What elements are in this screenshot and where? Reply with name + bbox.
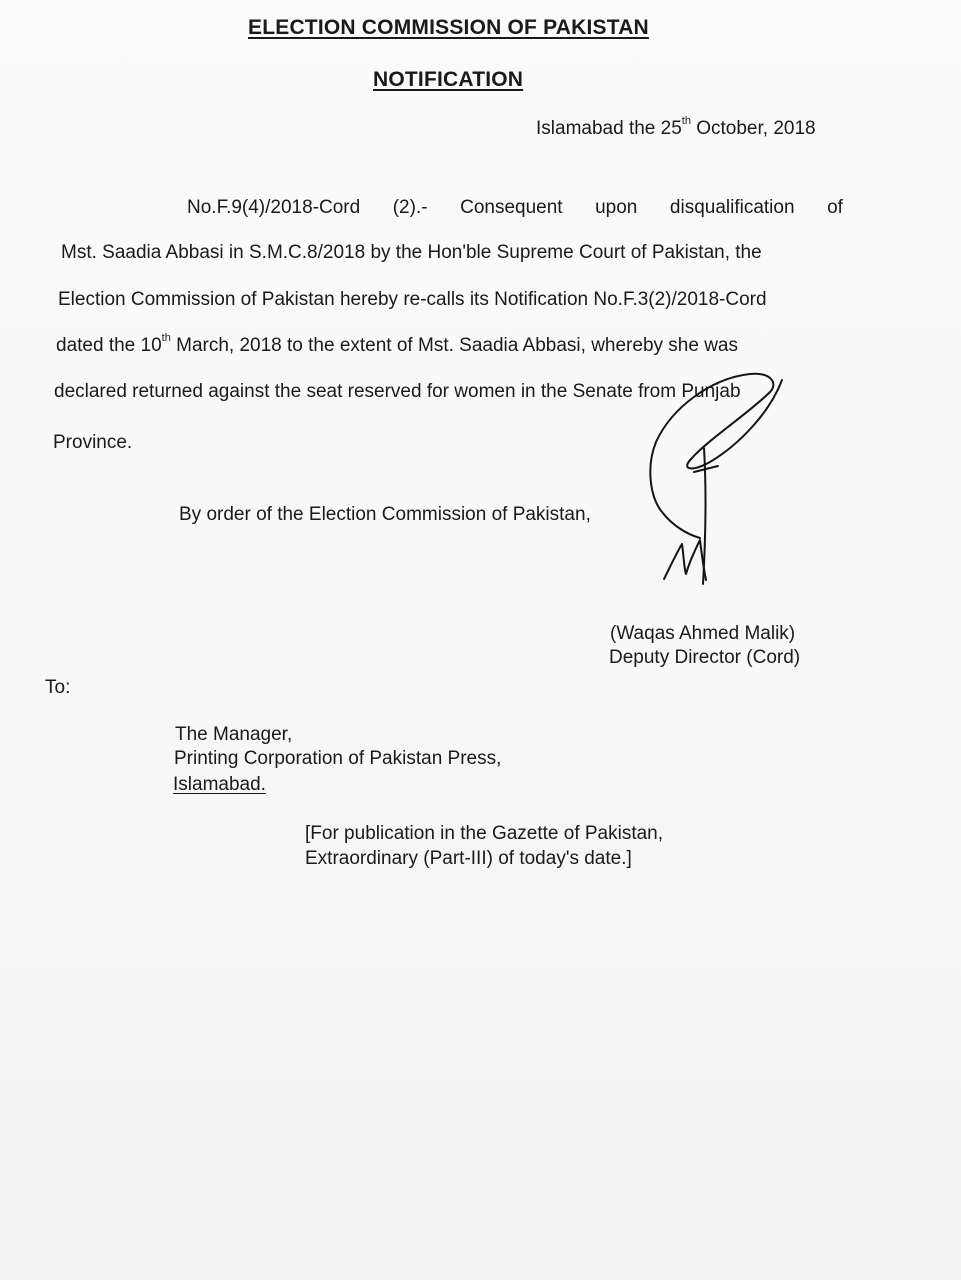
notification-number: No.F.9(4)/2018-Cord [187, 197, 361, 218]
to-label: To: [45, 677, 71, 698]
body-line-3: Election Commission of Pakistan hereby re-calls its Notification No.F.3(2)/2018-Cord [58, 289, 767, 310]
organization-heading: ELECTION COMMISSION OF PAKISTAN [248, 16, 649, 39]
body-line-1: No.F.9(4)/2018-Cord (2).- Consequent upon disqualification of [187, 197, 843, 218]
publication-note-line-2: Extraordinary (Part-III) of today's date.] [305, 848, 632, 869]
recipient-line-3: Islamabad. [173, 774, 266, 795]
signatory-name: (Waqas Ahmed Malik) [610, 623, 796, 644]
dateline: Islamabad the 25th October, 2018 [536, 115, 816, 139]
recipient-line-1: The Manager, [175, 724, 293, 745]
body-line-5: declared returned against the seat reserved for women in the Senate from Punjab [54, 381, 741, 402]
recipient-line-2: Printing Corporation of Pakistan Press, [174, 748, 502, 769]
body-line-4: dated the 10th March, 2018 to the extent of Mst. Saadia Abbasi, whereby she was [56, 332, 738, 356]
signatory-designation: Deputy Director (Cord) [609, 647, 801, 668]
body-line-6: Province. [53, 432, 133, 453]
order-line: By order of the Election Commission of Pakistan, [179, 504, 591, 525]
notification-title: NOTIFICATION [373, 68, 524, 91]
handwritten-signature [600, 372, 840, 597]
body-line-2: Mst. Saadia Abbasi in S.M.C.8/2018 by the Hon'ble Supreme Court of Pakistan, the [61, 242, 762, 263]
publication-note-line-1: [For publication in the Gazette of Pakistan, [305, 823, 664, 844]
